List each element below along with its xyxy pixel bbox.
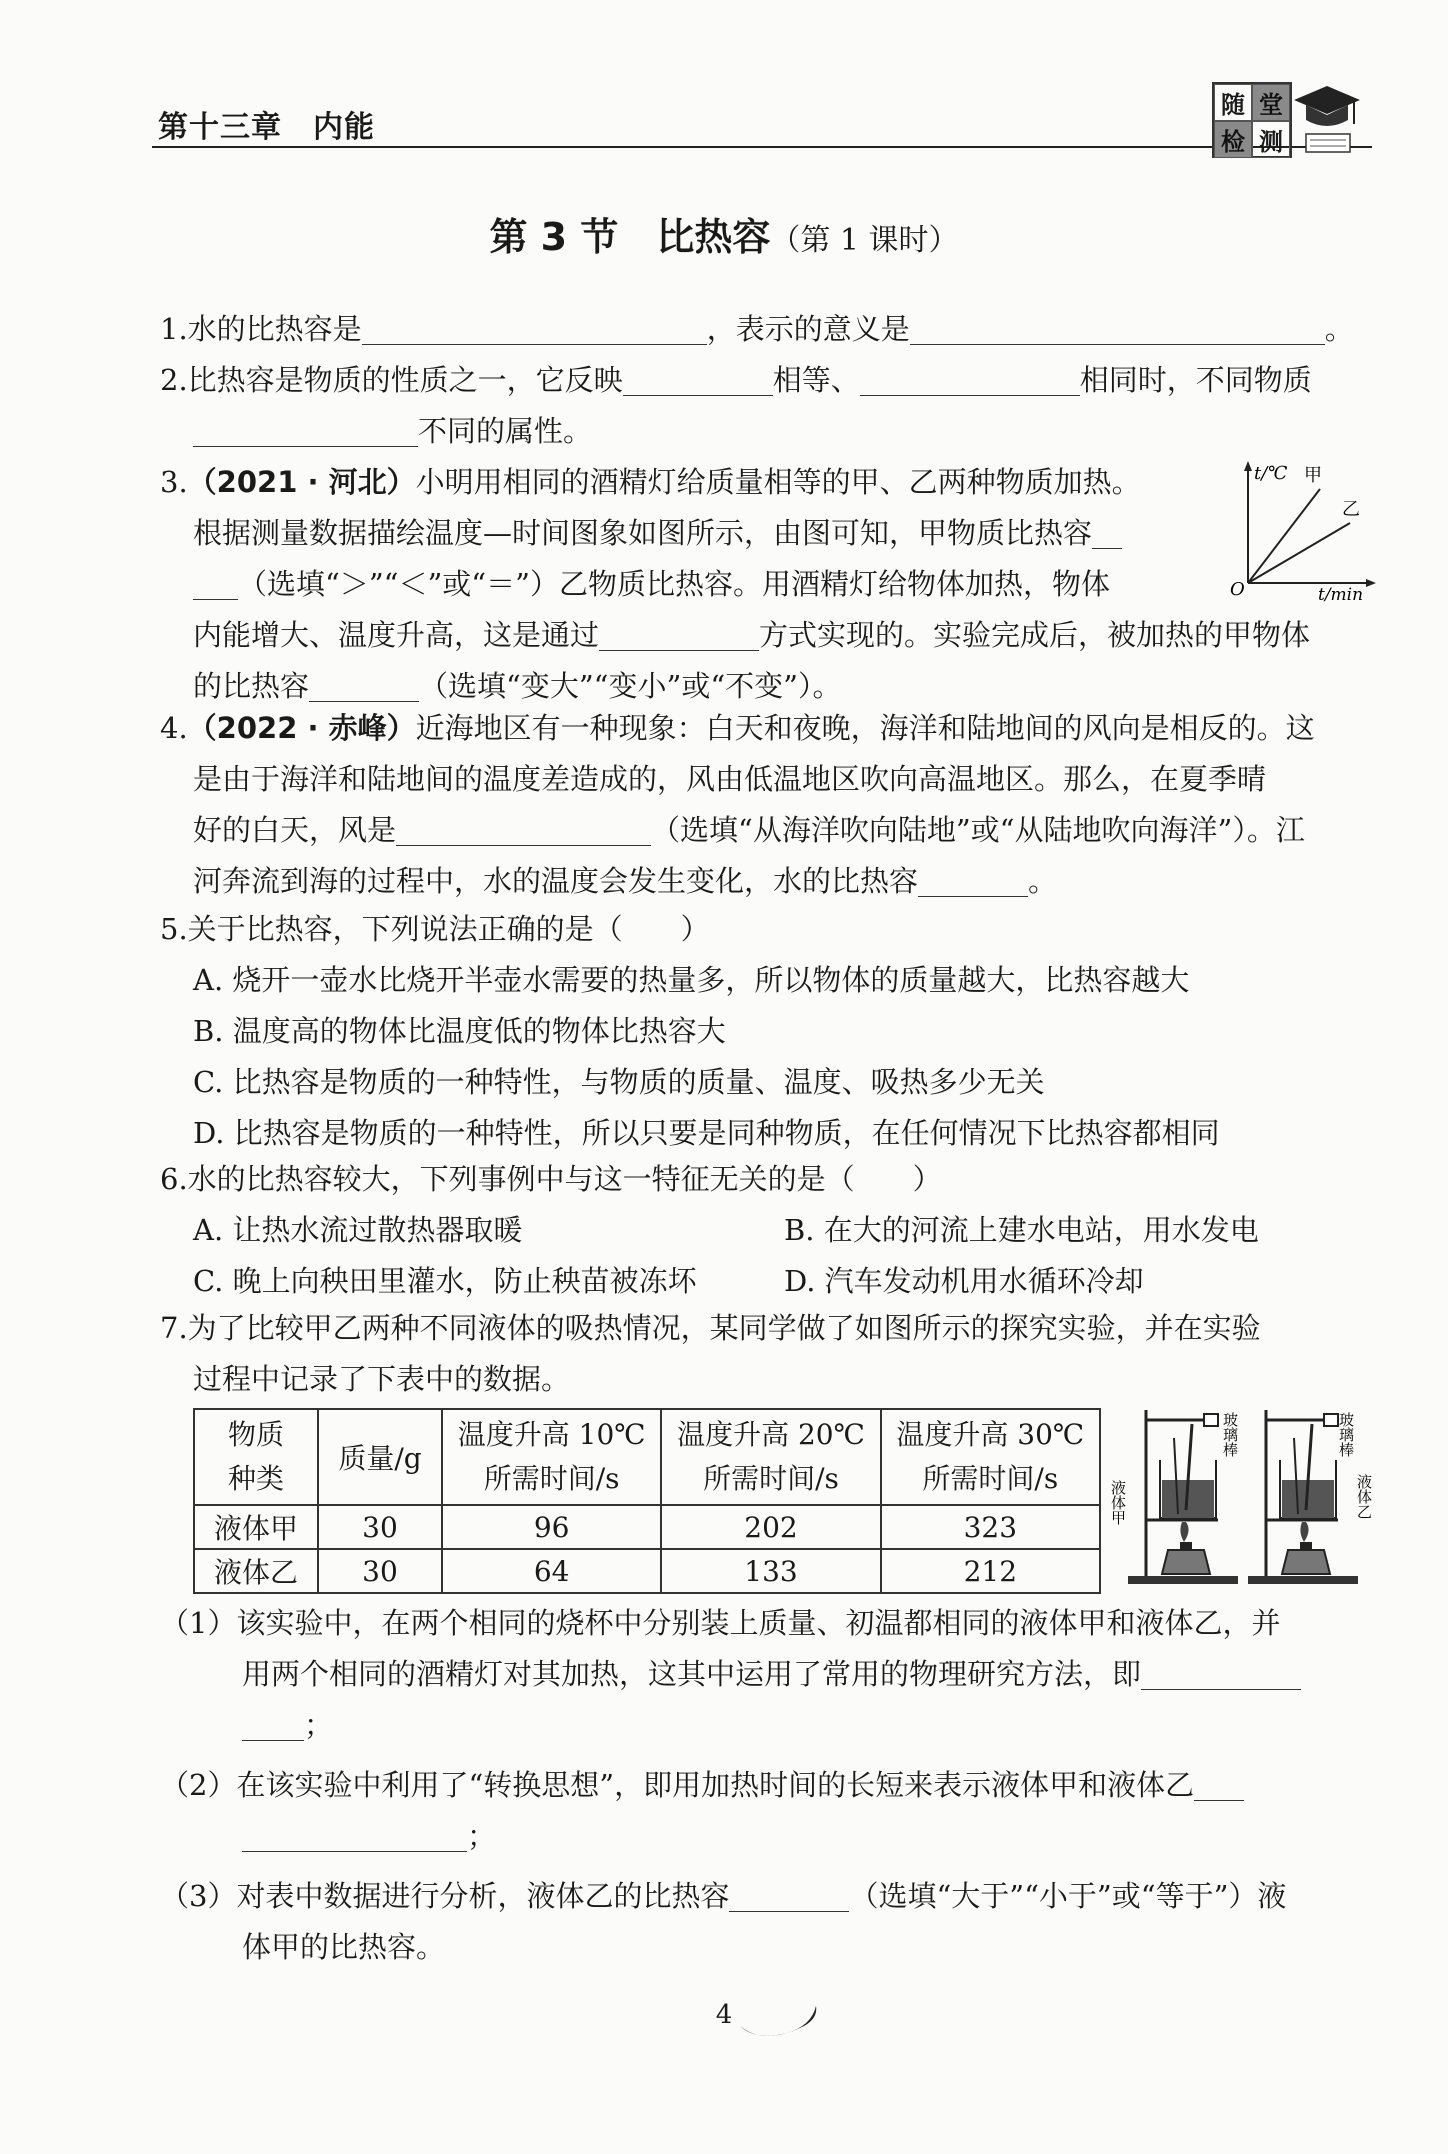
answer-blank[interactable] xyxy=(1092,518,1122,549)
answer-blank[interactable] xyxy=(1141,1659,1301,1690)
question-text: （3）对表中数据进行分析，液体乙的比热容 xyxy=(160,1879,730,1913)
table-cell: 133 xyxy=(661,1549,880,1593)
table-cell: 323 xyxy=(881,1505,1100,1549)
page-title xyxy=(0,206,1448,261)
table-row xyxy=(194,1549,1100,1593)
question-text: 根据测量数据描绘温度—时间图象如图所示，由图可知，甲物质比热容 xyxy=(193,516,1093,550)
question-text: 关于比热容，下列说法正确的是（ ） xyxy=(187,912,710,946)
header-rule xyxy=(152,146,1372,148)
header-text: 温度升高 30℃ xyxy=(896,1418,1085,1451)
question-4 xyxy=(160,703,1375,907)
data-table xyxy=(193,1408,1101,1594)
apparatus-left xyxy=(1109,1410,1239,1584)
apparatus-right xyxy=(1248,1410,1373,1584)
question-text: 。 xyxy=(1028,864,1058,898)
answer-blank[interactable] xyxy=(193,569,238,600)
answer-blank[interactable] xyxy=(396,815,651,846)
table-cell: 212 xyxy=(881,1549,1100,1593)
answer-blank[interactable] xyxy=(860,365,1080,396)
title-main: 第 3 节 比热容 xyxy=(489,215,771,259)
question-source: （2022 · 赤峰） xyxy=(187,711,416,745)
question-text: ； xyxy=(467,1819,497,1853)
header-text: 所需时间/s xyxy=(483,1462,620,1495)
answer-blank[interactable] xyxy=(910,314,1325,345)
answer-blank[interactable] xyxy=(362,314,707,345)
question-text: ，表示的意义是 xyxy=(706,312,910,346)
question-6 xyxy=(160,1154,1375,1307)
question-text: 为了比较甲乙两种不同液体的吸热情况，某同学做了如图所示的探究实验，并在实验 xyxy=(187,1311,1261,1345)
question-text: （选填“从海洋吹向陆地”或“从陆地吹向海洋”）。江 xyxy=(651,813,1305,847)
option-a[interactable]: A. 烧开一壶水比烧开半壶水需要的热量多，所以物体的质量越大，比热容越大 xyxy=(193,963,1190,997)
header-text: 所需时间/s xyxy=(703,1462,839,1495)
question-3 xyxy=(160,457,1375,712)
graph-y-label: t/℃ xyxy=(1254,463,1288,484)
graph-x-label: t/min xyxy=(1318,585,1364,605)
label-liquid-b: 液体乙 xyxy=(1355,1474,1373,1519)
question-text: 内能增大、温度升高，这是通过 xyxy=(193,618,600,652)
question-text: 小明用相同的酒精灯给质量相等的甲、乙两种物质加热。 xyxy=(415,465,1141,499)
table-cell: 202 xyxy=(661,1505,880,1549)
question-text: （选填“＞”“＜”或“＝”）乙物质比热容。用酒精灯给物体加热，物体 xyxy=(238,567,1110,601)
header-text: 温度升高 20℃ xyxy=(677,1418,865,1451)
question-text: 用两个相同的酒精灯对其加热，这其中运用了常用的物理研究方法，即 xyxy=(242,1657,1142,1691)
logo-char: 堂 xyxy=(1252,84,1290,121)
question-text: 比热容是物质的性质之一，它反映 xyxy=(187,363,623,397)
table-cell: 液体乙 xyxy=(194,1549,318,1593)
subquestion-3-line-2: 体甲的比热容。 xyxy=(242,1930,446,1964)
header-text: 物质 xyxy=(227,1418,284,1451)
header-text: 温度升高 10℃ xyxy=(457,1418,646,1451)
answer-blank[interactable] xyxy=(729,1881,849,1912)
header-text: 所需时间/s xyxy=(922,1462,1059,1495)
question-text: 不同的属性。 xyxy=(418,414,593,448)
table-header xyxy=(442,1409,661,1505)
chapter-heading: 第十三章 内能 xyxy=(158,110,375,145)
question-source: （2021 · 河北） xyxy=(187,465,416,499)
option-c[interactable]: C. 晚上向秧田里灌水，防止秧苗被冻坏 xyxy=(193,1264,697,1298)
question-text: 过程中记录了下表中的数据。 xyxy=(193,1362,571,1396)
question-number: 6. xyxy=(160,1162,188,1196)
label-glass-rod-b: 玻璃棒 xyxy=(1337,1412,1355,1457)
label-glass-rod-a: 玻璃棒 xyxy=(1221,1412,1239,1457)
question-text: 近海地区有一种现象：白天和夜晚，海洋和陆地间的风向是相反的。这 xyxy=(415,711,1315,745)
answer-blank[interactable] xyxy=(193,416,418,447)
question-7 xyxy=(160,1303,1375,1405)
answer-blank[interactable] xyxy=(1194,1770,1244,1801)
table-cell: 液体甲 xyxy=(194,1505,318,1549)
label-liquid-a: 液体甲 xyxy=(1109,1480,1127,1525)
question-text: 河奔流到海的过程中，水的温度会发生变化，水的比热容 xyxy=(193,864,919,898)
table-header: 质量/g xyxy=(318,1409,442,1505)
question-text: （选填“变大”“变小”或“不变”）。 xyxy=(419,669,842,703)
question-number: 2. xyxy=(160,363,188,397)
question-text: 是由于海洋和陆地间的温度差造成的，风由低温地区吹向高温地区。那么，在夏季晴 xyxy=(193,762,1267,796)
table-header-row xyxy=(194,1409,1100,1505)
table-row xyxy=(194,1505,1100,1549)
table-header xyxy=(661,1409,880,1505)
table-header xyxy=(881,1409,1100,1505)
question-5 xyxy=(160,904,1375,1159)
question-text: 好的白天，风是 xyxy=(193,813,397,847)
graph-line-a-label: 甲 xyxy=(1304,465,1322,486)
answer-blank[interactable] xyxy=(309,671,419,702)
subquestion-1-line-1: （1）该实验中，在两个相同的烧杯中分别装上质量、初温都相同的液体甲和液体乙，并 xyxy=(160,1606,1281,1640)
question-text: 。 xyxy=(1324,312,1354,346)
temperature-time-graph xyxy=(1220,455,1380,605)
graph-line-b-label: 乙 xyxy=(1342,499,1360,520)
question-7-sub xyxy=(160,1598,1375,1973)
logo-char: 检 xyxy=(1214,121,1252,158)
logo-grid xyxy=(1212,82,1292,158)
question-text: 相等、 xyxy=(772,363,860,397)
question-text: （2）在该实验中利用了“转换思想”，即用加热时间的长短来表示液体甲和液体乙 xyxy=(160,1768,1195,1802)
table-cell: 96 xyxy=(442,1505,661,1549)
option-a[interactable]: A. 让热水流过散热器取暖 xyxy=(193,1213,523,1247)
table-cell: 30 xyxy=(318,1549,442,1593)
answer-blank[interactable] xyxy=(242,1821,467,1852)
question-number: 7. xyxy=(160,1311,188,1345)
header-text: 种类 xyxy=(227,1462,284,1495)
option-b[interactable]: B. 温度高的物体比温度低的物体比热容大 xyxy=(193,1014,726,1048)
answer-blank[interactable] xyxy=(918,866,1028,897)
heating-apparatus-figure xyxy=(1109,1402,1380,1592)
section-logo xyxy=(1212,78,1362,158)
logo-char: 随 xyxy=(1214,84,1252,121)
option-c[interactable]: C. 比热容是物质的一种特性，与物质的质量、温度、吸热多少无关 xyxy=(193,1065,1045,1099)
question-text: 方式实现的。实验完成后，被加热的甲物体 xyxy=(759,618,1311,652)
table-cell: 30 xyxy=(318,1505,442,1549)
question-text: 的比热容 xyxy=(193,669,310,703)
table-cell: 64 xyxy=(442,1549,661,1593)
question-text: ； xyxy=(304,1708,334,1742)
graduation-cap-icon xyxy=(1292,78,1362,158)
answer-blank[interactable] xyxy=(242,1710,304,1741)
question-text: （选填“大于”“小于”或“等于”）液 xyxy=(849,1879,1287,1913)
question-number: 5. xyxy=(160,912,188,946)
title-sub: （第 1 课时） xyxy=(770,223,959,258)
question-1 xyxy=(160,304,1375,355)
question-number: 4. xyxy=(160,711,188,745)
logo-char: 测 xyxy=(1252,121,1290,158)
question-2 xyxy=(160,355,1375,457)
question-text: 相同时，不同物质 xyxy=(1079,363,1312,397)
question-text: 水的比热容较大，下列事例中与这一特征无关的是（ ） xyxy=(187,1162,942,1196)
option-b[interactable]: B. 在大的河流上建水电站，用水发电 xyxy=(784,1213,1259,1247)
question-number: 3. xyxy=(160,465,188,499)
answer-blank[interactable] xyxy=(623,365,773,396)
option-d[interactable]: D. 汽车发动机用水循环冷却 xyxy=(784,1264,1144,1298)
page-number: 4 xyxy=(715,2000,733,2030)
option-d[interactable]: D. 比热容是物质的一种特性，所以只要是同种物质，在任何情况下比热容都相同 xyxy=(193,1116,1220,1150)
graph-origin-label: O xyxy=(1230,579,1245,600)
question-number: 1. xyxy=(160,312,188,346)
table-header xyxy=(194,1409,318,1505)
answer-blank[interactable] xyxy=(599,620,759,651)
question-text: 水的比热容是 xyxy=(187,312,362,346)
